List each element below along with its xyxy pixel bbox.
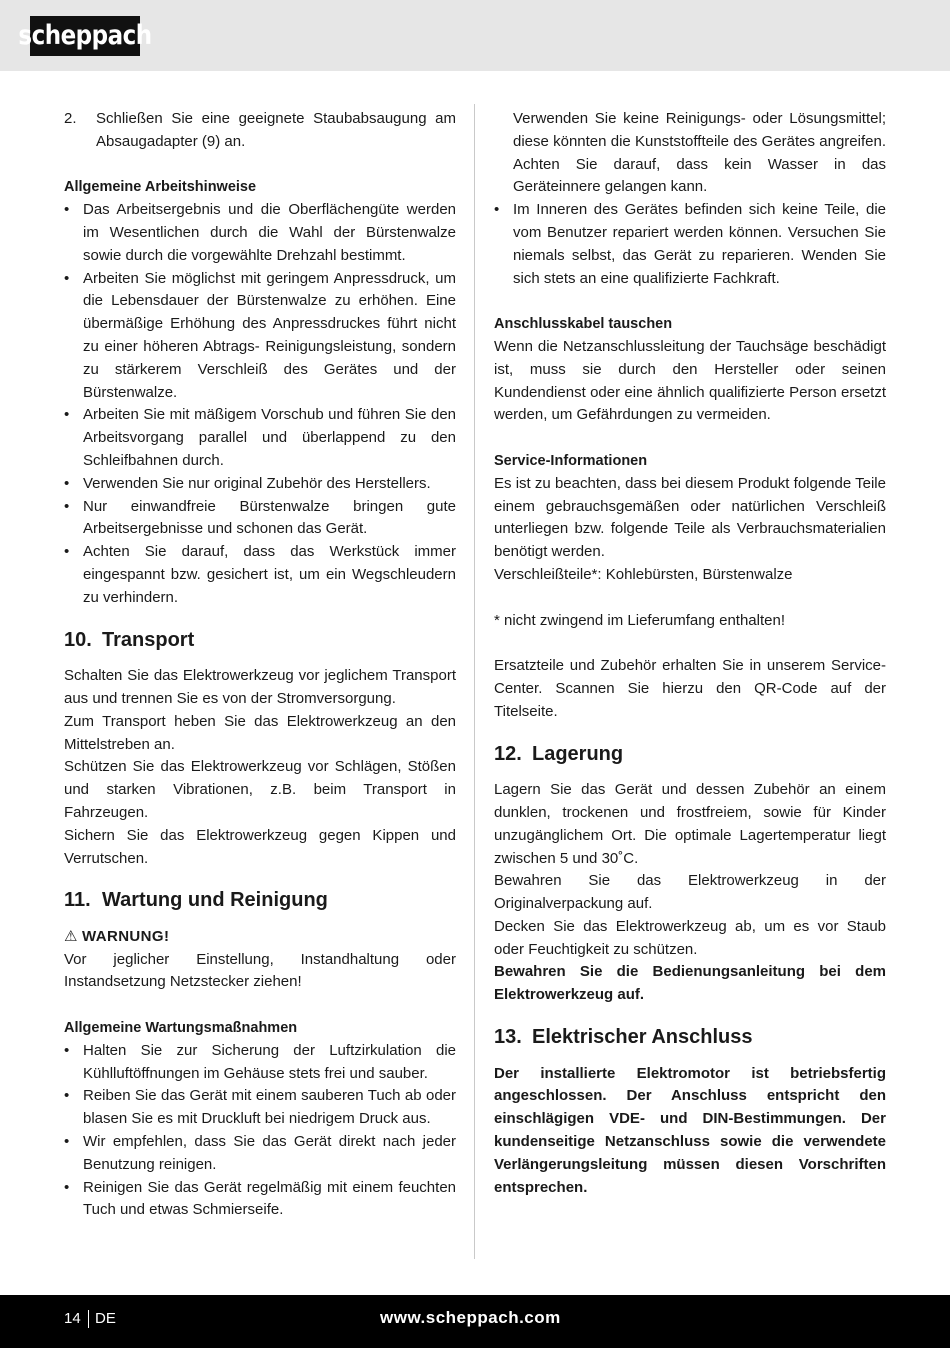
list-item: • Verwenden Sie nur original Zubehör des Herstellers.	[64, 473, 456, 496]
list-item: • Reinigen Sie das Gerät regelmäßig mit einem feuchten Tuch und etwas Schmierseife.	[64, 1177, 456, 1223]
list-item: • Arbeiten Sie möglichst mit geringem Anpressdruck, um die Lebensdauer der Bürstenwalze zu erhöhen. Eine übermäßige Erhöhung des Anpressdruckes führt nicht zu einer höheren Abtrags- Reinigungsleistung, sondern zu stärkerem Verschleiß des Gerätes und der Bürstenwalze.	[64, 268, 456, 405]
storage-line: Decken Sie das Elektrowerkzeug ab, um es vor Staub oder Feuchtigkeit zu schützen.	[494, 917, 886, 958]
transport-line: Schalten Sie das Elektrowerkzeug vor jeglichem Transport aus und trennen Sie es von der Stromversorgung.	[64, 667, 456, 707]
website-link[interactable]: www.scheppach.com	[380, 1308, 561, 1327]
list-item: • Nur einwandfreie Bürstenwalze bringen gute Arbeitsergebnisse und schonen das Gerät.	[64, 496, 456, 542]
cable-heading: Anschlusskabel tauschen	[494, 316, 673, 333]
section-number: 11.	[64, 889, 91, 912]
storage-line: Lagern Sie das Gerät und dessen Zubehör an einem dunklen, trockenen und frostfreiem, sowie für Kinder unzugänglichem Ort. Die optimale Lagertemperatur liegt zwischen 5 und 30˚C.	[494, 781, 886, 867]
warning-text: Vor jeglicher Einstellung, Instandhaltung oder Instandsetzung Netzstecker ziehen!	[64, 950, 456, 991]
electric-text: Der installierte Elektromotor ist betriebsfertig angeschlossen. Der Anschluss entspricht den einschlägigen VDE- und DIN-Bestimmungen. Der kundenseitige Netzanschluss sowie die verwendete Verlängerungsleitung müssen diesen Vorschriften entsprechen.	[494, 1064, 886, 1196]
right-column	[494, 108, 886, 1199]
section-number: 13.	[494, 1026, 522, 1049]
section-number: 10.	[64, 628, 92, 651]
list-item: • Das Arbeitsergebnis und die Oberflächengüte werden im Wesentlichen durch die Wahl der Bürstenwalze sowie durch die vorgewählte Drehzahl bestimmt.	[64, 199, 456, 267]
cable-text: Wenn die Netzanschlussleitung der Tauchsäge beschädigt ist, muss sie durch den Hersteller oder seinen Kundendienst oder eine ähnlich qualifizierte Person ersetzt werden, um Gefährdungen zu vermeiden.	[494, 337, 886, 424]
list-item: • Halten Sie zur Sicherung der Luftzirkulation die Kühlluftöffnungen im Gehäuse stets frei und sauber.	[64, 1040, 456, 1086]
transport-line: Zum Transport heben Sie das Elektrowerkzeug an den Mittelstreben an.	[64, 712, 456, 753]
scheppach-logo: scheppach	[30, 16, 140, 56]
step-item	[64, 108, 456, 154]
service-text: Es ist zu beachten, dass bei diesem Produkt folgende Teile einem gebrauchsgemäßen oder natürlichen Verschleiß unterliegen bzw. folgende Teile als Verbrauchsmaterialien benötigt werden.	[494, 474, 886, 561]
warning-label: ⚠ WARNUNG!	[64, 926, 456, 949]
step-number: 2.	[64, 110, 77, 127]
maintenance-list	[64, 1040, 456, 1222]
section-title: Lagerung	[532, 742, 624, 765]
warning-triangle-icon: ⚠	[64, 927, 78, 945]
page-footer	[0, 1295, 950, 1348]
continued-text: Verwenden Sie keine Reinigungs- oder Lösungsmittel; diese könnten die Kunststoffteile des Gerätes angreifen. Achten Sie darauf, dass kein Wasser in das Geräteinnere gelangen kann.	[513, 110, 886, 196]
continued-list	[494, 199, 886, 290]
section-title: Elektrischer Anschluss	[532, 1026, 753, 1049]
section-heading-storage	[494, 734, 886, 780]
transport-line: Schützen Sie das Elektrowerkzeug vor Schlägen, Stößen und starken Vibrationen, z.B. beim Transport in Fahrzeugen.	[64, 758, 456, 821]
list-item: • Arbeiten Sie mit mäßigem Vorschub und führen Sie den Arbeitsvorgang parallel und überlappend zu den Schleifbahnen durch.	[64, 404, 456, 472]
language-code: DE	[95, 1310, 116, 1327]
storage-line: Bewahren Sie das Elektrowerkzeug in der Originalverpackung auf.	[494, 872, 886, 913]
work-notes-list	[64, 199, 456, 609]
step-text: Schließen Sie eine geeignete Staubabsaugung am Absaugadapter (9) an.	[96, 110, 456, 150]
maintenance-heading: Allgemeine Wartungsmaßnahmen	[64, 1020, 298, 1037]
column-divider	[474, 104, 475, 1259]
section-heading-maintenance	[64, 880, 456, 926]
section-title: Transport	[102, 628, 195, 651]
left-column	[64, 108, 456, 1222]
list-item: • Wir empfehlen, dass Sie das Gerät direkt nach jeder Benutzung reinigen.	[64, 1131, 456, 1177]
footer-separator	[88, 1310, 89, 1328]
transport-line: Sichern Sie das Elektrowerkzeug gegen Kippen und Verrutschen.	[64, 826, 456, 867]
section-number: 12.	[494, 742, 522, 765]
page-header	[0, 0, 950, 71]
section-heading-transport	[64, 620, 456, 666]
section-heading-electric	[494, 1017, 886, 1063]
service-heading: Service-Informationen	[494, 452, 648, 469]
spare-parts-text: Ersatzteile und Zubehör erhalten Sie in unserem Service-Center. Scannen Sie hierzu den QR-Code auf der Titelseite.	[494, 657, 886, 720]
list-item: • Im Inneren des Gerätes befinden sich keine Teile, die vom Benutzer repariert werden können. Versuchen Sie niemals selbst, das Gerät zu reparieren. Wenden Sie sich stets an eine qualifizierte Fachkraft.	[494, 199, 886, 290]
storage-note: Bewahren Sie die Bedienungsanleitung bei dem Elektrowerkzeug auf.	[494, 963, 886, 1004]
list-item: • Achten Sie darauf, dass das Werkstück immer eingespannt bzw. gesichert ist, um ein Wegschleudern zu verhindern.	[64, 541, 456, 609]
page-number: 14	[64, 1310, 81, 1327]
wear-parts: Verschleißteile*: Kohlebürsten, Bürstenwalze	[494, 565, 793, 583]
section-title: Wartung und Reinigung	[102, 889, 328, 912]
footnote: * nicht zwingend im Lieferumfang enthalten!	[494, 611, 786, 629]
list-item: • Reiben Sie das Gerät mit einem sauberen Tuch ab oder blasen Sie es mit Druckluft bei niedrigem Druck aus.	[64, 1085, 456, 1131]
work-notes-heading: Allgemeine Arbeitshinweise	[64, 179, 257, 196]
